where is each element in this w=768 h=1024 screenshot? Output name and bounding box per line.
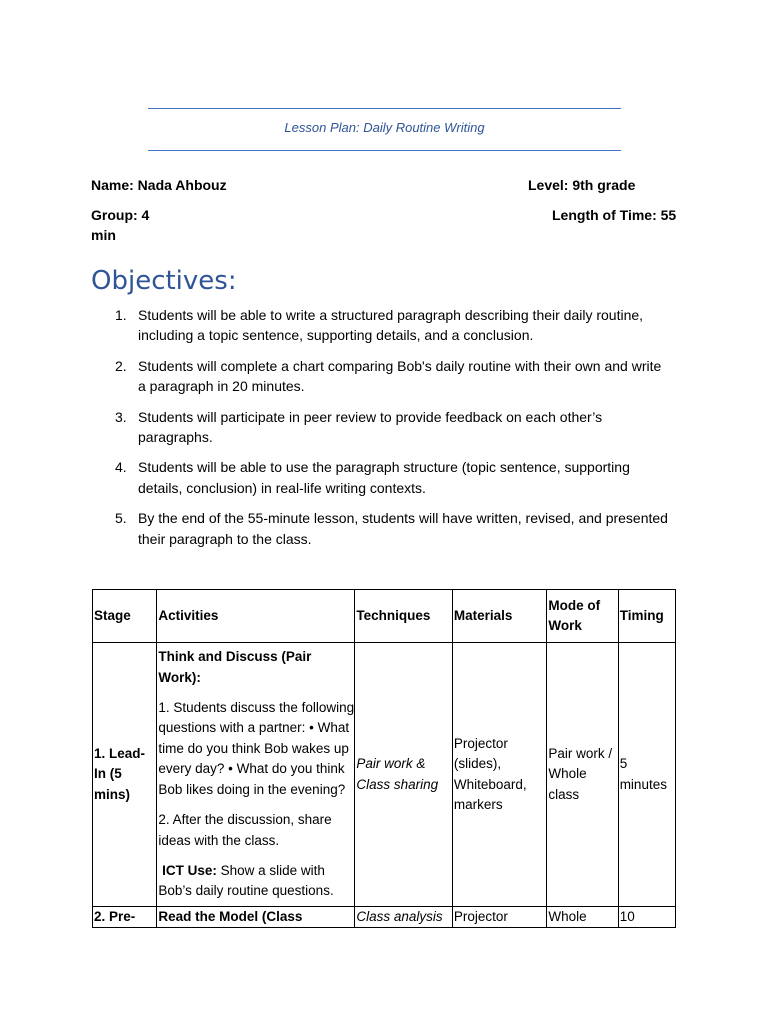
objective-item	[91, 508, 671, 549]
timing-cell: 10	[618, 907, 675, 928]
table-row	[93, 907, 676, 928]
mode-of-work-cell: Whole	[547, 907, 618, 928]
title-bottom-rule	[148, 150, 621, 151]
objective-number: 1.	[115, 307, 127, 323]
header-timing: Timing	[618, 590, 675, 643]
objective-item	[91, 356, 671, 397]
objective-number: 5.	[115, 510, 127, 527]
objective-item	[91, 407, 671, 448]
activities-cell	[157, 643, 355, 907]
objective-number: 4.	[115, 459, 127, 476]
header-techniques: Techniques	[355, 590, 453, 643]
objective-item	[91, 457, 671, 498]
materials-cell: Projector	[452, 907, 546, 928]
activity-title: Think and Discuss (Pair Work):	[158, 649, 312, 685]
header-activities: Activities	[157, 590, 355, 643]
objective-text: Students will be able to write a structured paragraph describing their daily routine, including a topic sentence, supporting details, and a conclusion.	[138, 307, 644, 344]
ict-use	[158, 861, 354, 902]
objective-text: Students will participate in peer review to provide feedback on each other’s paragraphs.	[138, 408, 603, 446]
header-stage: Stage	[93, 590, 157, 643]
document-title: Lesson Plan: Daily Routine Writing	[284, 120, 485, 135]
objective-text: Students will be able to use the paragraph structure (topic sentence, supporting details, conclusion) in real-life writing contexts.	[138, 459, 630, 496]
class-level: Level: 9th grade	[528, 177, 636, 193]
group-number: Group: 4	[91, 207, 150, 223]
mode-of-work-cell: Pair work / Whole class	[547, 643, 618, 907]
lesson-plan-table	[92, 589, 676, 928]
lesson-length-unit: min	[91, 227, 116, 243]
activity-step: 1. Students discuss the following questions with a partner: • What time do you think Bob wakes up every day? • What do you think Bob likes doing in the evening?	[158, 700, 355, 797]
table-row	[93, 643, 676, 907]
header-materials: Materials	[452, 590, 546, 643]
timing-cell: 5 minutes	[618, 643, 675, 907]
lesson-length: Length of Time: 55	[552, 207, 677, 223]
header-mode-of-work: Mode of Work	[547, 590, 618, 643]
techniques-cell: Class analysis	[355, 907, 453, 928]
activities-cell: Read the Model (Class	[157, 907, 355, 928]
materials-cell: Projector (slides), Whiteboard, markers	[452, 643, 546, 907]
objective-number: 2.	[115, 357, 127, 374]
objective-text: By the end of the 55-minute lesson, students will have written, revised, and presented their paragraph to the class.	[138, 510, 668, 547]
stage-cell: 2. Pre-	[93, 907, 157, 928]
objective-item	[91, 305, 671, 346]
objectives-heading: Objectives:	[91, 266, 237, 296]
objective-text: Students will complete a chart comparing Bob's daily routine with their own and write a paragraph in 20 minutes.	[138, 357, 662, 395]
stage-cell: 1. Lead-In (5 mins)	[93, 643, 157, 907]
title-top-rule	[148, 108, 621, 109]
table-header-row	[93, 590, 676, 643]
activity-step: 2. After the discussion, share ideas with the class.	[158, 812, 332, 848]
techniques-cell: Pair work & Class sharing	[355, 643, 453, 907]
objectives-list	[91, 305, 671, 559]
teacher-name: Name: Nada Ahbouz	[91, 177, 227, 193]
ict-use-text: Show a slide with Bob’s daily routine questions.	[158, 862, 334, 899]
ict-use-label: ICT Use:	[162, 862, 217, 878]
objective-number: 3.	[115, 408, 127, 425]
